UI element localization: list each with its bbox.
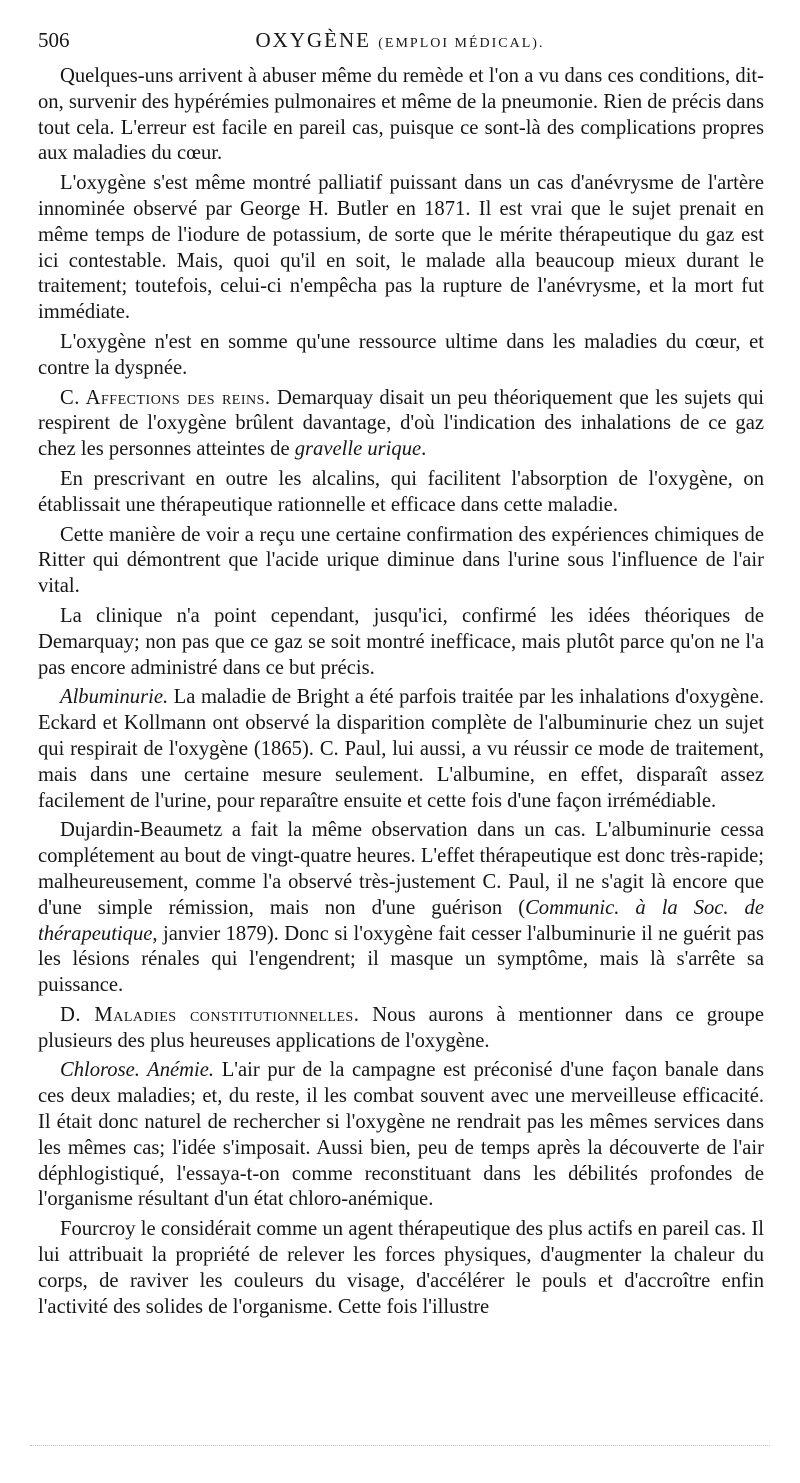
paragraph-text: , janvier 1879). Donc si l'oxygène fait cesser l'albuminurie il ne guérit pas les lésions rénales qui l'engendrent; il masque un symptôme, mais là s'arrête sa puissance. [38,922,764,997]
paragraph: Cette manière de voir a reçu une certaine confirmation des expériences chimiques de Ritter qui démontrent que l'acide urique diminue dans l'urine sous l'influence de l'air vital. [38,523,764,598]
paragraph-text: . [421,438,427,461]
paragraph: Fourcroy le considérait comme un agent thérapeutique des plus actifs en pareil cas. Il lui attribuait la propriété de relever les forces physiques, d'augmenter la chaleur du corps, de raviver les couleurs du visage, d'accélérer le pouls et d'accroître enfin l'activité des solides de l'organisme. Cette fois l'illustre [38,1218,764,1318]
paragraph: L'oxygène s'est même montré palliatif puissant dans un cas d'anévrysme de l'artère innominée observé par George H. Butler en 1871. Il est vrai que le sujet prenait en même temps de l'iodure de potassium, de sorte que le mérite thérapeutique du gaz est ici contestable. Mais, quoi qu'il en soit, le malade alla beaucoup mieux durant le traitement; toutefois, celui-ci n'empêcha pas la rupture de l'anévrysme, et la mort fut immédiate. [38,172,764,324]
paragraph-text: L'air pur de la campagne est préconisé d'une façon banale dans ces deux maladies; et, du reste, il les combat souvent avec une merveilleuse efficacité. Il était donc naturel de rechercher si l'oxygène ne rendrait pas les mêmes services dans les mêmes cas; l'idée s'imposait. Aussi bien, peu de temps après la découverte de l'air déphlogistiqué, l'essaya-t-on comme reconstituant dans les débilités profondes de l'organisme résultant d'un état chloro-anémique. [38,1059,764,1211]
footer-rule [30,1445,770,1446]
paragraph: La clinique n'a point cependant, jusqu'ici, confirmé les idées théoriques de Demarquay; non pas que ce gaz se soit montré inefficace, mais plutôt parce qu'on ne l'a pas encore administré dans ce but précis. [38,604,764,679]
paragraph-text: Nous aurons à mentionner dans ce groupe plusieurs des plus heureuses applications de l'oxygène. [38,1003,764,1052]
subsection-heading: Albuminurie. [60,686,169,709]
section-heading: C. Affections des reins. [60,386,271,409]
subsection-heading: Chlorose. Anémie. [60,1059,215,1082]
citation-text: Communic. à la Soc. de thérapeutique [38,896,764,945]
page-number: 506 [38,28,70,52]
paragraph [38,1003,764,1055]
body-text [38,64,764,1324]
running-head-subtitle: (EMPLOI MÉDICAL). [378,36,545,51]
paragraph-text: La maladie de Bright a été parfois traitée par les inhalations d'oxygène. Eckard et Kollmann ont observé la disparition complète de l'albuminurie chez un sujet qui respirait de l'oxygène (1865). C. Paul, lui aussi, a vu réussir ce mode de traitement, mais dans une certaine mesure seulement. L'albumine, en effet, disparaît assez facilement de l'urine, pour reparaître ensuite et cette fois d'une façon irrémédiable. [38,686,764,812]
paragraph [38,818,764,999]
section-heading: D. Maladies constitutionnelles. [60,1003,360,1026]
paragraph-text: Demarquay disait un peu théoriquement que les sujets qui respirent de l'oxygène brûlent davantage, d'où l'indication des inhalations de ce gaz chez les personnes atteintes de [38,386,764,461]
emphasis-text: gravelle urique [294,438,422,461]
page-header [38,28,762,58]
paragraph: En prescrivant en outre les alcalins, qui facilitent l'absorption de l'oxygène, on établissait une thérapeutique rationnelle et efficace dans cette maladie. [38,467,764,516]
paragraph: L'oxygène n'est en somme qu'une ressource ultime dans les maladies du cœur, et contre la dyspnée. [38,330,764,379]
paragraph: Quelques-uns arrivent à abuser même du remède et l'on a vu dans ces conditions, dit-on, survenir des hypérémies pulmonaires et même de la pneumonie. Rien de précis dans tout cela. L'erreur est facile en pareil cas, puisque ce sont-là des complications propres aux maladies du cœur. [38,65,764,165]
running-head-title: OXYGÈNE [255,28,371,52]
paragraph-text: Dujardin-Beaumetz a fait la même observation dans un cas. L'albuminurie cessa complétement au bout de vingt-quatre heures. L'effet thérapeutique est donc très-rapide; malheureusement, comme l'a observé très-justement C. Paul, il ne s'agit là encore que d'une simple rémission, mais non d'une guérison ( [38,819,764,919]
paragraph [38,1058,764,1213]
paragraph [38,685,764,814]
running-head [38,28,762,53]
paragraph [38,386,764,463]
